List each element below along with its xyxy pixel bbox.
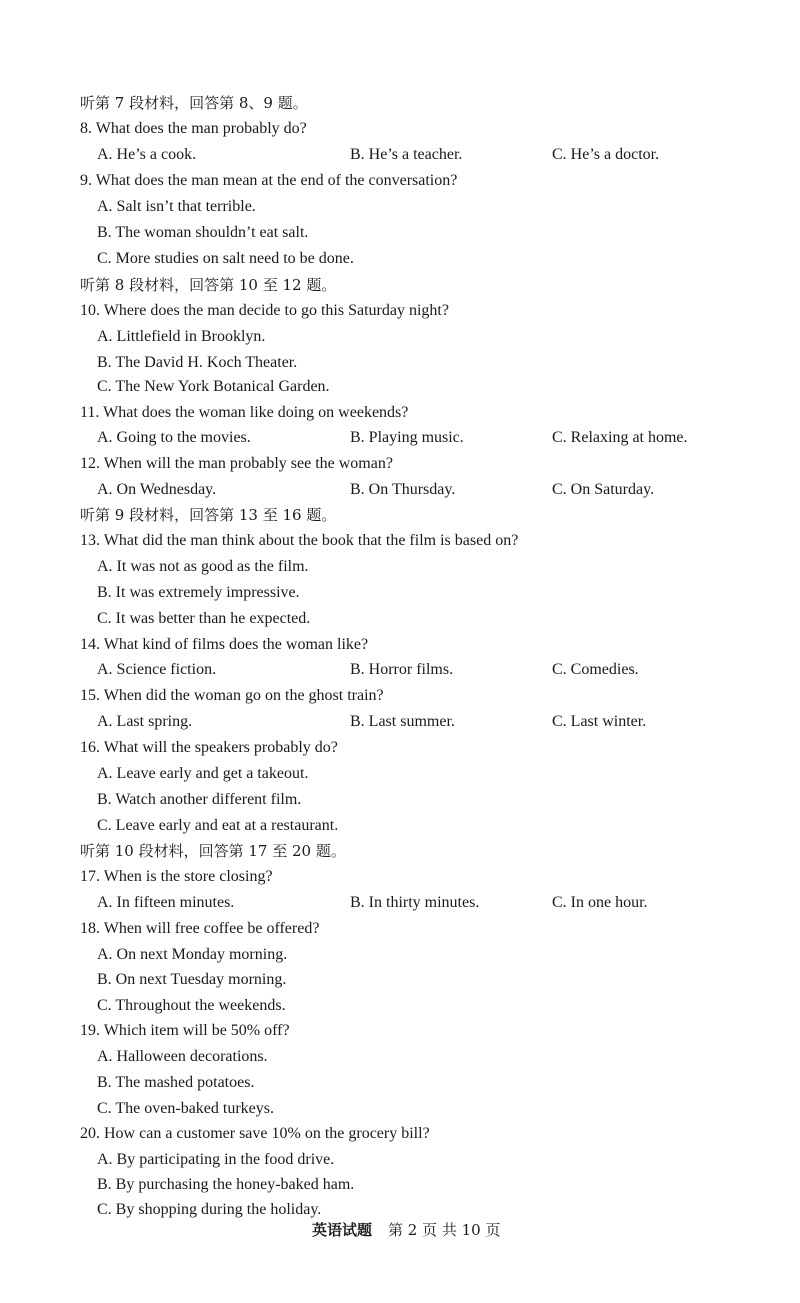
footer-subject: 英语试题 xyxy=(312,1221,373,1239)
option: A. Last spring. xyxy=(97,713,193,730)
option: A. It was not as good as the film. xyxy=(97,558,309,575)
question-stem: 20. How can a customer save 10% on the grocery bill? xyxy=(80,1125,430,1142)
question-stem: 18. When will free coffee be offered? xyxy=(80,920,320,937)
option: C. He’s a doctor. xyxy=(552,146,660,163)
question-stem: 14. What kind of films does the woman like? xyxy=(80,636,369,653)
option: B. In thirty minutes. xyxy=(350,894,480,911)
option: C. Last winter. xyxy=(552,713,647,730)
page-footer xyxy=(0,1216,800,1244)
option: C. Comedies. xyxy=(552,661,639,678)
option: A. Science fiction. xyxy=(97,661,217,678)
section-heading: 听第 10 段材料，回答第 17 至 20 题。 xyxy=(80,842,346,860)
option-row xyxy=(0,425,800,451)
option: A. On Wednesday. xyxy=(97,481,217,498)
question-stem: 10. Where does the man decide to go this Saturday night? xyxy=(80,302,449,319)
option: C. In one hour. xyxy=(552,894,648,911)
option: C. Leave early and eat at a restaurant. xyxy=(97,817,339,834)
option: C. It was better than he expected. xyxy=(97,610,311,627)
option: B. On next Tuesday morning. xyxy=(97,971,287,988)
option: A. Salt isn’t that terrible. xyxy=(97,198,256,215)
option: B. The woman shouldn’t eat salt. xyxy=(97,224,309,241)
option: B. Playing music. xyxy=(350,429,464,446)
question-stem: 15. When did the woman go on the ghost train? xyxy=(80,687,384,704)
question-stem: 16. What will the speakers probably do? xyxy=(80,739,338,756)
question-stem: 12. When will the man probably see the woman? xyxy=(80,455,393,472)
option: A. Going to the movies. xyxy=(97,429,251,446)
option: B. Watch another different film. xyxy=(97,791,302,808)
option-row xyxy=(0,142,800,168)
option-row xyxy=(0,890,800,916)
option: B. Horror films. xyxy=(350,661,454,678)
option: A. Halloween decorations. xyxy=(97,1048,268,1065)
option-row xyxy=(0,709,800,735)
option-row xyxy=(0,477,800,503)
question-stem: 17. When is the store closing? xyxy=(80,868,273,885)
option: A. By participating in the food drive. xyxy=(97,1151,335,1168)
option: A. On next Monday morning. xyxy=(97,946,288,963)
question-stem: 13. What did the man think about the book that the film is based on? xyxy=(80,532,519,549)
section-heading: 听第 9 段材料，回答第 13 至 16 题。 xyxy=(80,506,337,524)
option: C. Relaxing at home. xyxy=(552,429,688,446)
option: C. The oven-baked turkeys. xyxy=(97,1100,274,1117)
option: B. Last summer. xyxy=(350,713,455,730)
option: C. On Saturday. xyxy=(552,481,655,498)
section-heading: 听第 7 段材料，回答第 8、9 题。 xyxy=(80,94,308,112)
option: B. On Thursday. xyxy=(350,481,456,498)
option: C. Throughout the weekends. xyxy=(97,997,286,1014)
option: A. In fifteen minutes. xyxy=(97,894,235,911)
question-stem: 8. What does the man probably do? xyxy=(80,120,307,137)
option: C. The New York Botanical Garden. xyxy=(97,378,330,395)
option: B. He’s a teacher. xyxy=(350,146,463,163)
option: B. It was extremely impressive. xyxy=(97,584,300,601)
option: B. The David H. Koch Theater. xyxy=(97,354,298,371)
question-stem: 19. Which item will be 50% off? xyxy=(80,1022,290,1039)
footer-page-number: 第 2 页 共 10 页 xyxy=(388,1221,501,1239)
option: C. By shopping during the holiday. xyxy=(97,1201,322,1218)
option: A. He’s a cook. xyxy=(97,146,197,163)
question-stem: 11. What does the woman like doing on weekends? xyxy=(80,404,409,421)
option-row xyxy=(0,657,800,683)
option: C. More studies on salt need to be done. xyxy=(97,250,354,267)
option: B. The mashed potatoes. xyxy=(97,1074,255,1091)
option: B. By purchasing the honey-baked ham. xyxy=(97,1176,355,1193)
question-stem: 9. What does the man mean at the end of the conversation? xyxy=(80,172,458,189)
option: A. Leave early and get a takeout. xyxy=(97,765,309,782)
section-heading: 听第 8 段材料，回答第 10 至 12 题。 xyxy=(80,276,337,294)
option: A. Littlefield in Brooklyn. xyxy=(97,328,266,345)
